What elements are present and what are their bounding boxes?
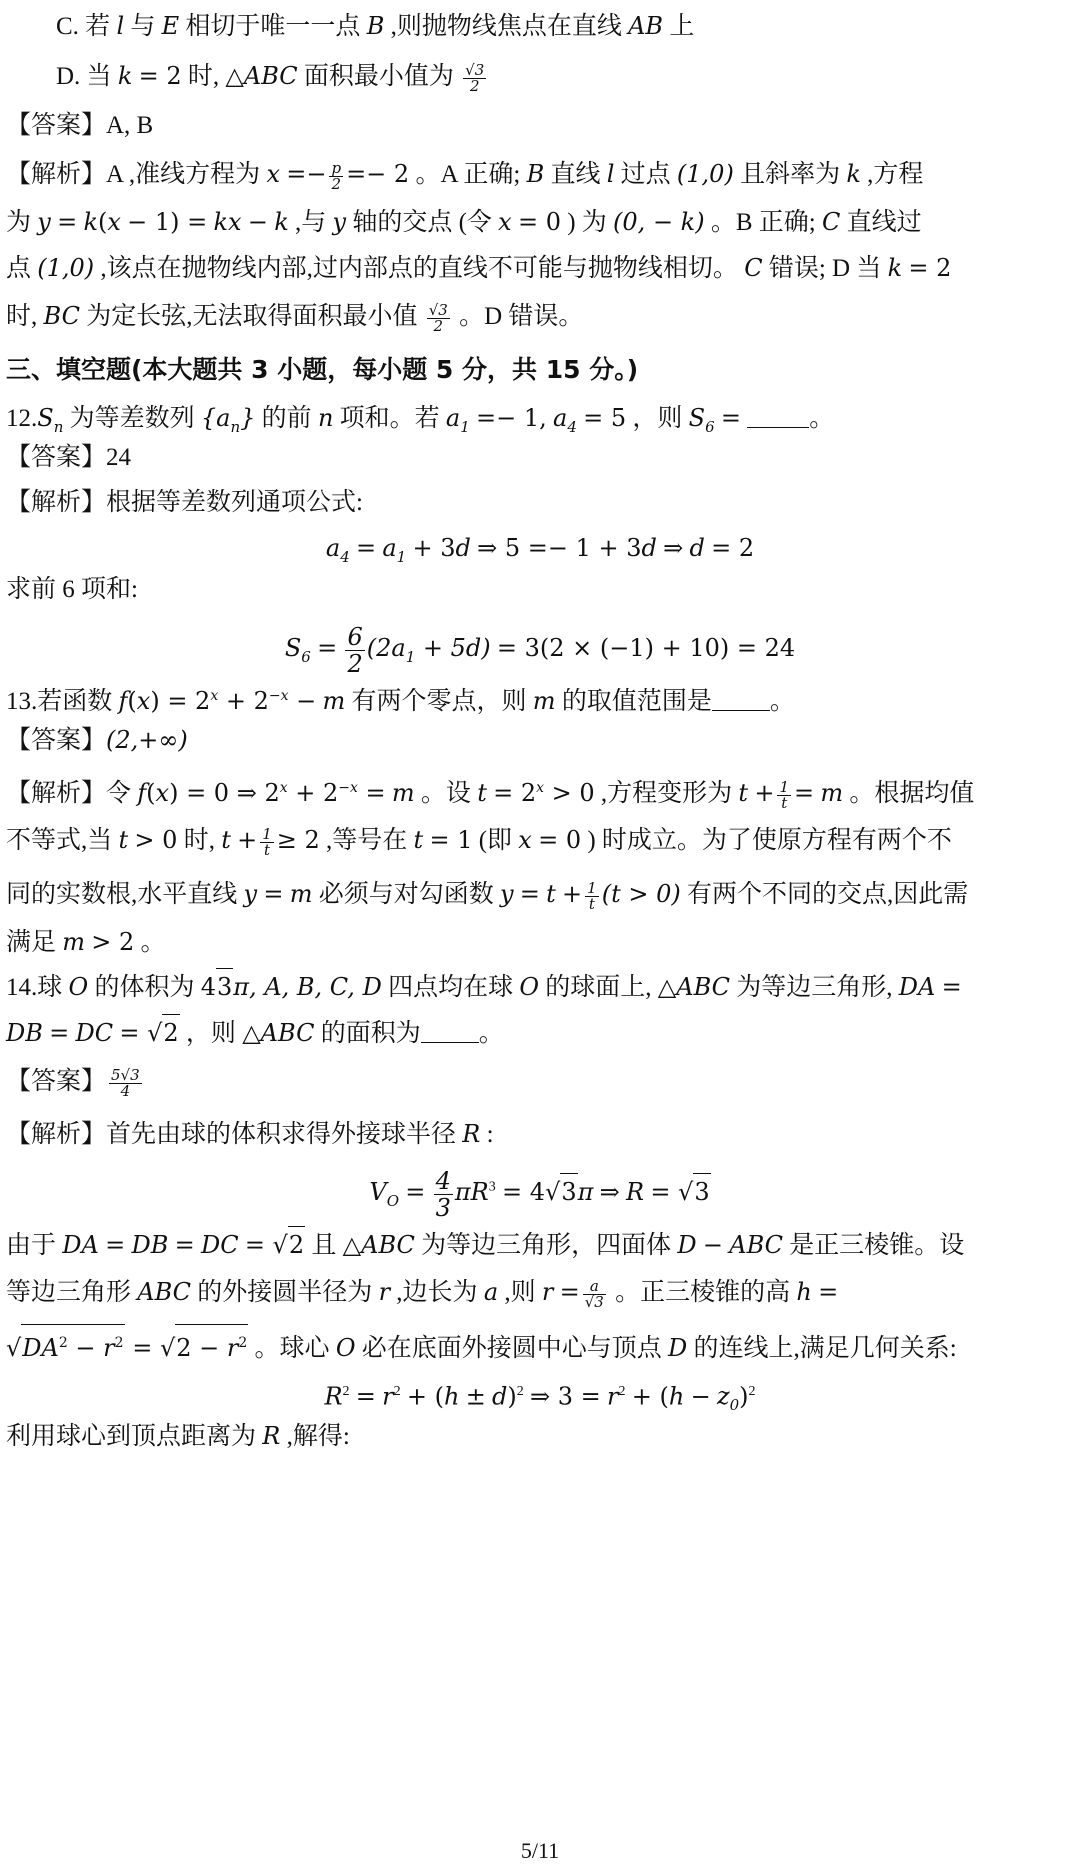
answer-14: 【答案】 $\frac{5√3}{4}$ [6, 1065, 140, 1100]
analysis-11-line-2: 为 y = k(x − 1) = kx − k ,与 y 轴的交点 (令 x = 0 ) 为 (0, − k) 。B 正确; C 直线过 [6, 208, 922, 236]
answer-11: 【答案】A, B [6, 112, 154, 139]
analysis-11-line-3: 点 (1,0) ,该点在抛物线内部,过内部点的直线不可能与抛物线相切。 C 错误; D 当 k = 2 [6, 254, 952, 282]
option-d-line: D. 当 k = 2 时, △ABC 面积最小值为 $\frac{√3}{2}$ [56, 60, 485, 95]
question-14-line-2: DB = DC = √2 ，则 △ABC 的面积为 。 [6, 1014, 504, 1052]
analysis-12-intro: 【解析】根据等差数列通项公式: [6, 489, 363, 516]
analysis-11-line-4: 时, BC 为定长弦,无法取得面积最小值 $\frac{√3}{2}$ 。D 错误。 [6, 300, 584, 335]
question-14-line-1: 14.球 O 的体积为 43π, A, B, C, D 四点均在球 O 的球面上, △ABC 为等边三角形, DA = [6, 968, 962, 1006]
analysis-13-line-4: 满足 m > 2 。 [6, 928, 166, 956]
question-12: $12.S_n$ 为等差数列 $\{a_n\}$ 的前 n 项和。若 $a_1 =- 1$, $a_4 = 5$ ，则 $S_6$ = 。 [6, 404, 835, 436]
analysis-13-line-1: 【解析】令 f(x) = 0 ⇒ $2^x + 2^{-x} = m$ 。设 $t = 2^x > 0$ ,方程变形为 t + $\frac{1}{t}$ = m 。根据均值 [6, 777, 975, 812]
analysis-14-line-4: 利用球心到顶点距离为 R ,解得: [6, 1422, 350, 1450]
equation-12-b: $S_6$ = $\frac{6}{2}$ $(2a_1 + 5d) = 3(2 \times (-1) + 10) = 24$ [284, 623, 796, 678]
equation-12-a: $a_4 = a_1 + 3d$ ⇒ 5 =− 1 + 3d ⇒ d = 2 [325, 534, 755, 566]
analysis-14-line-1: 由于 DA = DB = DC = √2 且 △ABC 为等边三角形，四面体 D − ABC 是正三棱锥。设 [6, 1226, 964, 1264]
analysis-11-line-1: 【解析】A ,准线方程为 x =− $\frac{p}{2}$ =− 2 。A 正确; B 直线 l 过点 (1,0) 且斜率为 k ,方程 [6, 158, 924, 193]
analysis-14-intro: 【解析】首先由球的体积求得外接球半径 R : [6, 1120, 494, 1148]
equation-14-b: $R^2 = r^2 + (h \pm d)^2$ ⇒ $3 = r^2 + (h - z_0)^2$ [324, 1382, 756, 1415]
answer-12: 【答案】24 [6, 444, 132, 471]
section-heading: 三、填空题(本大题共 3 小题，每小题 5 分，共 15 分。) [6, 355, 639, 384]
analysis-14-line-3: $√DA^2 - r^2 = √2 - r^2$ 。球心 O 必在底面外接圆中心与顶点 D 的连线上,满足几何关系: [6, 1324, 957, 1367]
page-number: 5/11 [520, 1838, 560, 1863]
sum-intro: 求前 6 项和: [6, 576, 138, 603]
question-13: 13.若函数 $f(x) = 2^x + 2^{-x} - m$ 有两个零点，则 m 的取值范围是 。 [6, 687, 795, 715]
analysis-13-line-3: 同的实数根,水平直线 y = m 必须与对勾函数 y = t + $\frac{1}{t}$ (t > 0) 有两个不同的交点,因此需 [6, 878, 969, 913]
option-c-line: C. 若 l 与 E 相切于唯一一点 B ,则抛物线焦点在直线 AB 上 [56, 12, 695, 40]
answer-13: 【答案】(2,+∞) [6, 726, 188, 754]
equation-14-a: $V_O$ = $\frac{4}{3}$ $\pi R^3 = 4√3\pi$ ⇒ R = √3 [369, 1167, 710, 1222]
analysis-13-line-2: 不等式,当 t > 0 时, t + $\frac{1}{t}$ ≥ 2 ,等号在 t = 1 (即 x = 0 ) 时成立。为了使原方程有两个不 [6, 824, 952, 859]
analysis-14-line-2: 等边三角形 ABC 的外接圆半径为 r ,边长为 a ,则 r = $\frac{a}{√3}$ 。正三棱锥的高 h = [6, 1276, 839, 1311]
